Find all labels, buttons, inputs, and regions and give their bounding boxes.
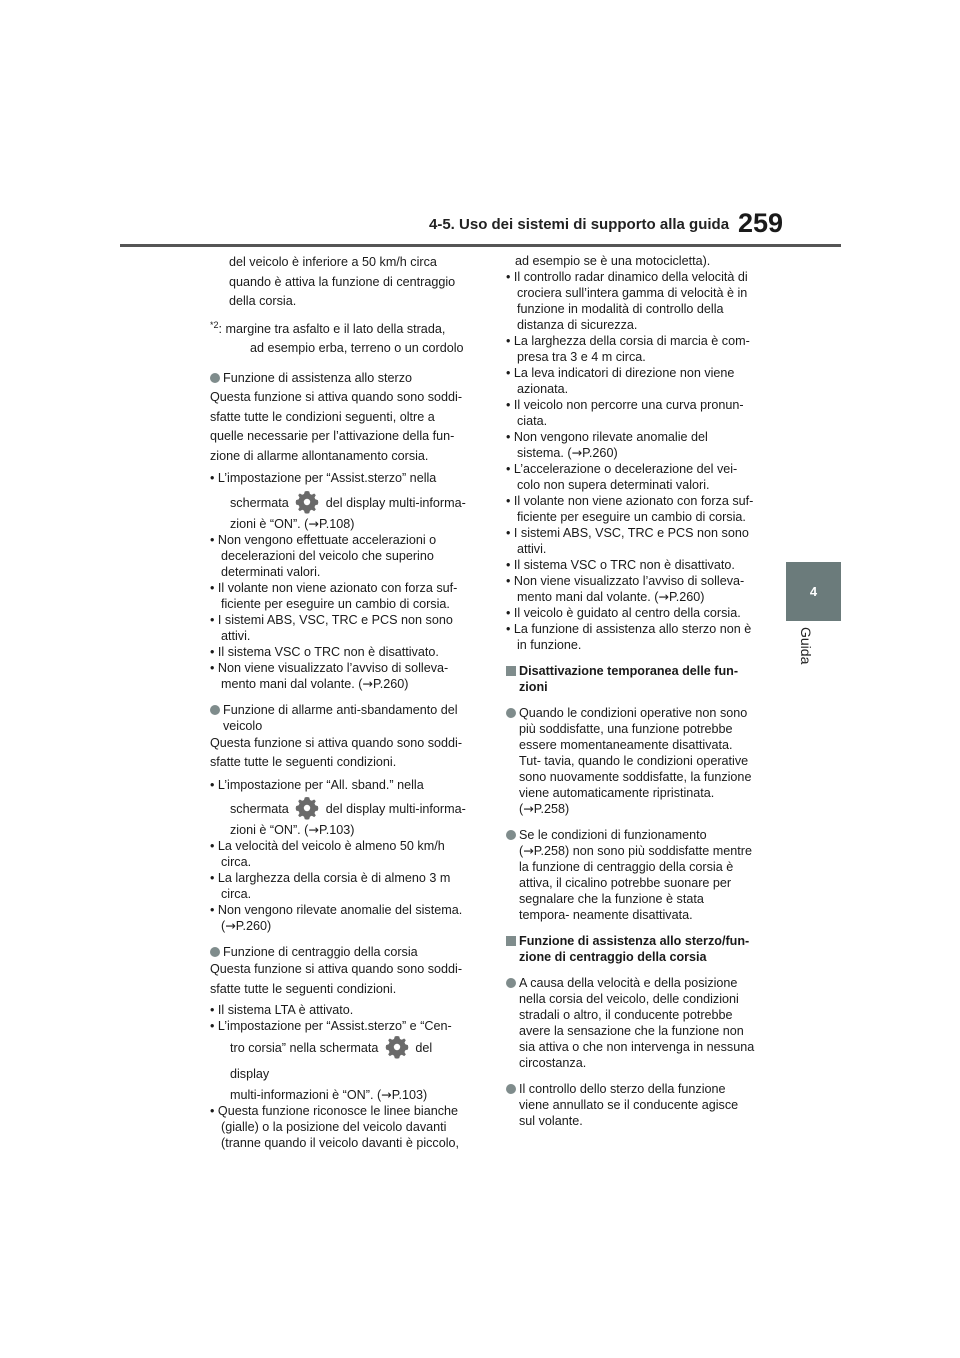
footnote-mark: *2: [210, 319, 219, 330]
list-item: • Il controllo radar dinamico della velocità di crociera sull’intera gamma di velocità è in funzione in modalità di controllo della distanza di sicurezza.: [506, 270, 748, 332]
section-intro: Questa funzione si attiva quando sono soddi- sfatte tutte le condizioni seguenti, oltre a quelle necessarie per l’attivazione della fun- zione di allarme allontanamento corsia.: [210, 390, 463, 463]
gear-icon: [294, 489, 320, 515]
right-column: [506, 253, 756, 1129]
square-marker-icon: [506, 666, 516, 676]
list-item: • La velocità del veicolo è almeno 50 km/h circa.: [210, 839, 445, 869]
list-item: • Il sistema VSC o TRC non è disattivato.: [210, 644, 439, 659]
paragraph: Se le condizioni di funzionamento (→P.258) non sono più soddisfatte mentre la funzione di centraggio della corsia è attiva, il cicalino potrebbe suonare per segnalare che la funzione è stata tempora- neamente disattivata.: [506, 827, 756, 923]
section-title: 4-5. Uso dei sistemi di supporto alla guida: [429, 216, 730, 233]
text-line: della corsia.: [229, 294, 297, 308]
list-item: • Non viene visualizzato l’avviso di solleva- mento mani dal volante. (→P.260): [210, 660, 449, 691]
left-column: [210, 253, 472, 1151]
square-marker-icon: [506, 936, 516, 946]
chapter-label: Guida: [798, 627, 814, 665]
list-item: • La leva indicatori di direzione non viene azionata.: [506, 366, 735, 396]
continued-text: ad esempio se è una motocicletta).: [515, 254, 711, 268]
section-heading: Funzione di assistenza allo sterzo: [210, 369, 472, 389]
paragraph: Il controllo dello sterzo della funzione viene annullato se il conducente agisce sul volante.: [506, 1081, 756, 1129]
text-line: del veicolo è inferiore a 50 km/h circa: [229, 255, 437, 269]
gear-icon: [384, 1034, 410, 1060]
bullet-dot-icon: [506, 830, 516, 840]
text-line: ad esempio erba, terreno o un cordolo: [250, 341, 464, 355]
section-heading: Funzione di allarme anti-sbandamento del veicolo: [210, 702, 472, 734]
setting-bullet: • L’impostazione per “All. sband.” nella schermata del display multi-informa- zioni è “ON”. (→P.103): [210, 777, 466, 837]
text-line: : margine tra asfalto e il lato della strada,: [218, 321, 446, 336]
list-item: • Il sistema LTA è attivato.: [210, 1003, 354, 1017]
list-item: • La larghezza della corsia è di almeno 3 m circa.: [210, 871, 451, 901]
list-item: • Non vengono rilevate anomalie del sistema. (→P.260): [506, 430, 708, 460]
footnote: [210, 316, 472, 359]
list-item: • Il volante non viene azionato con forza suf- ficiente per eseguire un cambio di corsia.: [210, 580, 458, 611]
list-item: • La funzione di assistenza allo sterzo non è in funzione.: [506, 622, 752, 652]
gear-icon: [294, 795, 320, 821]
paragraph: A causa della velocità e della posizione nella corsia del veicolo, delle condizioni stradali o altro, il conducente potrebbe avere la sensazione che la funzione non sia attiva o che non intervenga in nessuna circostanza.: [506, 975, 756, 1071]
bullet-dot-icon: [506, 978, 516, 988]
list-item: • Il veicolo è guidato al centro della corsia.: [506, 606, 741, 620]
list-item: • Il veicolo non percorre una curva pronun- ciata.: [506, 398, 744, 428]
setting-bullet: • Il sistema LTA è attivato. • L’impostazione per “Assist.sterzo” e “Cen- tro corsia” nella schermata del display multi-informazioni è “ON”. (→P.103) • Questa funzione riconosce le linee bianche (gialle) o la posizione del veicolo davanti (tranne quando il veicolo davanti è piccolo,: [210, 1002, 472, 1151]
list-item: • Non vengono rilevate anomalie del sistema. (→P.260): [210, 903, 463, 933]
setting-bullet: • L’impostazione per “Assist.sterzo” nella schermata del display multi-informa- zioni è “ON”. (→P.108): [210, 471, 466, 531]
section-intro: Questa funzione si attiva quando sono soddi- sfatte tutte le seguenti condizioni.: [210, 735, 463, 769]
subsection-heading: Funzione di assistenza allo sterzo/fun- zione di centraggio della corsia: [506, 933, 756, 965]
section-intro: Questa funzione si attiva quando sono soddi- sfatte tutte le seguenti condizioni.: [210, 962, 463, 996]
text-line: quando è attiva la funzione di centraggio: [229, 274, 456, 289]
subsection-heading: Disattivazione temporanea delle fun- zioni: [506, 663, 756, 695]
list-item: • L’accelerazione o decelerazione del vei- colo non supera determinati valori.: [506, 462, 738, 492]
list-item: • La larghezza della corsia di marcia è com- presa tra 3 e 4 m circa.: [506, 334, 750, 364]
list-item: • Il sistema VSC o TRC non è disattivato.: [506, 558, 735, 572]
continued-text: [210, 253, 472, 312]
page-number: 259: [738, 208, 784, 238]
chapter-tab: 4: [786, 562, 841, 621]
bullet-dot-icon: [210, 373, 220, 383]
list-item: • Il volante non viene azionato con forza suf- ficiente per eseguire un cambio di corsia.: [506, 494, 754, 524]
bullet-dot-icon: [210, 705, 220, 715]
list-item: • I sistemi ABS, VSC, TRC e PCS non sono attivi.: [210, 612, 453, 643]
bullet-list: [506, 269, 756, 653]
bullet-dot-icon: [210, 947, 220, 957]
section-heading: Funzione di centraggio della corsia: [210, 944, 472, 960]
paragraph: Quando le condizioni operative non sono più soddisfatte, una funzione potrebbe essere momentaneamente disattivata. Tut- tavia, quando le condizioni operative sono nuovamente soddisfatte, la funzione viene automaticamente ripristinata. (→P.258): [506, 705, 756, 817]
list-item: • Questa funzione riconosce le linee bianche (gialle) o la posizione del veicolo davanti (tranne quando il veicolo davanti è piccolo,: [210, 1104, 460, 1150]
bullet-list: [210, 532, 472, 692]
bullet-dot-icon: [506, 1084, 516, 1094]
list-item: • Non viene visualizzato l’avviso di solleva- mento mani dal volante. (→P.260): [506, 574, 745, 604]
header-rule: [120, 244, 841, 247]
bullet-dot-icon: [506, 708, 516, 718]
list-item: • Non vengono effettuate accelerazioni o decelerazioni del veicolo che superino determinati valori.: [210, 532, 437, 579]
list-item: • I sistemi ABS, VSC, TRC e PCS non sono attivi.: [506, 526, 749, 556]
bullet-list: [210, 838, 472, 934]
